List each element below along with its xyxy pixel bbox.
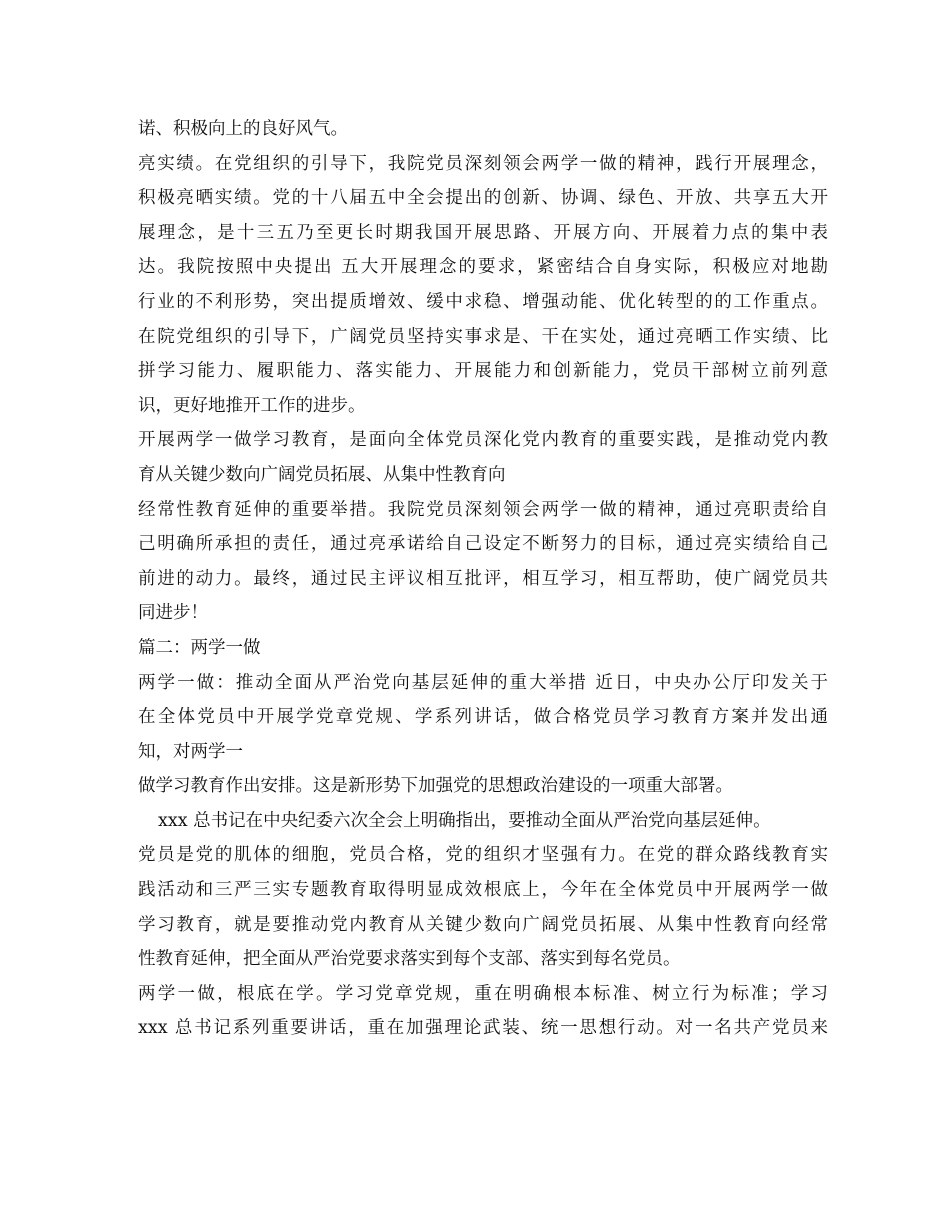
text-line: 在全体党员中开展学党章党规、学系列讲话，做合格党员学习教育方案并发出通 <box>138 707 828 728</box>
text-line: 在院党组织的引导下，广阔党员坚持实事求是、干在实处，通过亮晒工作实绩、比 <box>138 326 828 347</box>
text-line: 育从关键少数向广阔党员拓展、从集中性教育向 <box>138 464 506 485</box>
text-line: 己明确所承担的责任，通过亮承诺给自己设定不断努力的目标，通过亮实绩给自己 <box>138 534 828 555</box>
text-line: 经常性教育延伸的重要举措。我院党员深刻领会两学一做的精神，通过亮职责给自 <box>138 499 828 520</box>
text-line: 两学一做：推动全面从严治党向基层延伸的重大举措 近日，中央办公厅印发关于 <box>138 672 828 693</box>
text-line: 亮实绩。在党组织的引导下，我院党员深刻领会两学一做的精神，践行开展理念， <box>138 153 828 174</box>
text-line: 展理念，是十三五乃至更长时期我国开展思路、开展方向、开展着力点的集中表 <box>138 222 828 243</box>
text-line: 同进步！ <box>138 603 208 624</box>
section-heading: 篇二：两学一做 <box>138 637 261 658</box>
text-line: 知，对两学一 <box>138 741 243 762</box>
document-body <box>138 112 828 1046</box>
text-line: 开展两学一做学习教育，是面向全体党员深化党内教育的重要实践，是推动党内教 <box>138 430 828 451</box>
text-line: 做学习教育作出安排。这是新形势下加强党的思想政治建设的一项重大部署。 <box>138 776 733 797</box>
text-line: 拼学习能力、履职能力、落实能力、开展能力和创新能力，党员干部树立前列意 <box>138 361 828 382</box>
text-line: 践活动和三严三实专题教育取得明显成效根底上，今年在全体党员中开展两学一做 <box>138 880 828 901</box>
text-line: 积极亮晒实绩。党的十八届五中全会提出的创新、协调、绿色、开放、共享五大开 <box>138 188 828 209</box>
text-line: xxx 总书记在中央纪委六次全会上明确指出，要推动全面从严治党向基层延伸。 <box>158 810 771 831</box>
text-line: 达。我院按照中央提出 五大开展理念的要求，紧密结合自身实际，积极应对地勘 <box>138 257 828 278</box>
text-line: 诺、积极向上的良好风气。 <box>138 119 348 139</box>
text-line: xxx 总书记系列重要讲话，重在加强理论武装、统一思想行动。对一名共产党员来 <box>138 1018 828 1039</box>
text-line: 两学一做，根底在学。学习党章党规，重在明确根本标准、树立行为标准；学习 <box>138 983 828 1004</box>
text-line: 识，更好地推开工作的进步。 <box>138 395 366 416</box>
text-line: 性教育延伸，把全面从严治党要求落实到每个支部、落实到每名党员。 <box>138 949 681 970</box>
text-line: 前进的动力。最终，通过民主评议相互批评，相互学习，相互帮助，使广阔党员共 <box>138 568 828 589</box>
text-line: 行业的不利形势，突出提质增效、缓中求稳、增强动能、优化转型的的工作重点。 <box>138 291 828 312</box>
text-line: 学习教育，就是要推动党内教育从关键少数向广阔党员拓展、从集中性教育向经常 <box>138 914 828 935</box>
text-line: 党员是党的肌体的细胞，党员合格，党的组织才坚强有力。在党的群众路线教育实 <box>138 845 828 866</box>
